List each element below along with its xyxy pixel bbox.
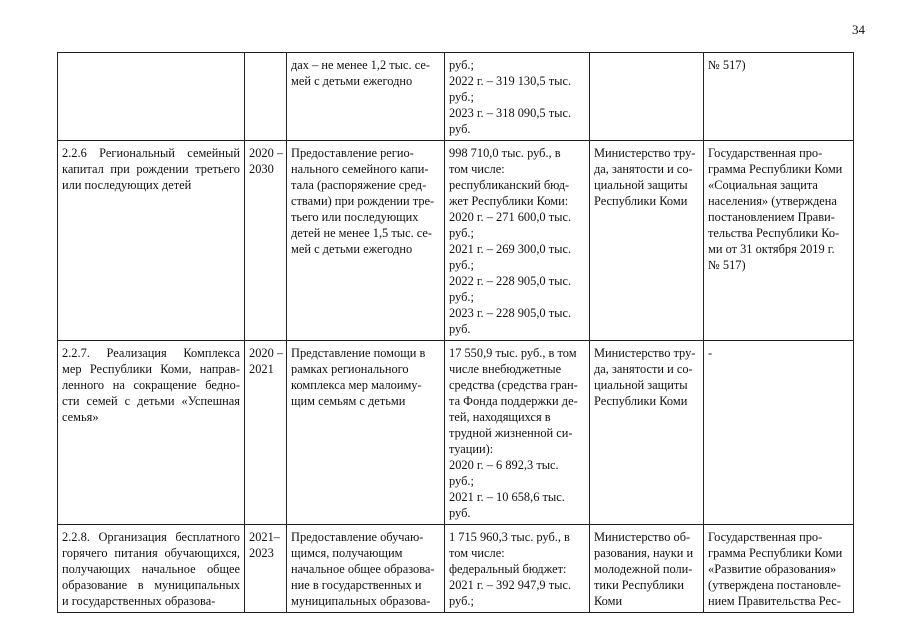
text-line: капитал при рождении третьего <box>62 162 240 176</box>
text-line: 2023 <box>249 546 274 560</box>
text-line: Государственная про- <box>708 530 823 544</box>
text-line: (утверждена постановле- <box>708 578 841 592</box>
text-line: тала (распоряжение сред- <box>291 178 427 192</box>
text-line: тики Республики <box>594 578 684 592</box>
text-line: муниципальных образова- <box>291 594 431 608</box>
text-line: населения» (утверждена <box>708 194 837 208</box>
text-line: 2020 – <box>249 146 284 160</box>
text-line: 998 710,0 тыс. руб., в <box>449 146 561 160</box>
measure-cell <box>58 525 245 613</box>
executor-cell <box>590 341 704 525</box>
text-line: мей с детьми ежегодно <box>291 242 413 256</box>
text-line: или последующих детей <box>62 178 192 192</box>
text-line: 17 550,9 тыс. руб., в том <box>449 346 577 360</box>
text-line: мей с детьми ежегодно <box>291 74 413 88</box>
text-line: - <box>708 346 713 360</box>
text-line: Предоставление регио- <box>291 146 414 160</box>
text-line: туации): <box>449 442 494 456</box>
text-line: 2020 г. – 271 600,0 тыс. <box>449 210 572 224</box>
text-line: грамма Республики Коми <box>708 162 843 176</box>
text-line: Министерство тру- <box>594 346 696 360</box>
text-line: 2021 <box>249 362 274 376</box>
text-line: 2021 г. – 269 300,0 тыс. <box>449 242 572 256</box>
text-line: тей, находящихся в <box>449 410 551 424</box>
text-line: мер Республики Коми, направ- <box>62 362 240 376</box>
text-line: том числе: <box>449 162 505 176</box>
period-cell <box>245 525 287 613</box>
text-line: «Развитие образования» <box>708 562 837 576</box>
measure-cell <box>58 53 245 141</box>
text-line: циальной защиты <box>594 378 688 392</box>
text-line: жет Республики Коми: <box>449 194 569 208</box>
content-cell <box>287 141 445 341</box>
text-line: том числе: <box>449 546 505 560</box>
text-line: грамма Республики Коми <box>708 546 843 560</box>
text-line: 1 715 960,3 тыс. руб., в <box>449 530 570 544</box>
text-line: Предоставление обучаю- <box>291 530 424 544</box>
content-cell <box>287 525 445 613</box>
text-line: средства (средства гран- <box>449 378 578 392</box>
text-line: руб. <box>449 122 471 136</box>
text-line: получающих начальное общее <box>62 562 240 576</box>
funding-cell <box>445 341 590 525</box>
text-line: Республики Коми <box>594 394 688 408</box>
content-cell <box>287 341 445 525</box>
funding-cell <box>445 53 590 141</box>
text-line: начальное общее образова- <box>291 562 435 576</box>
text-line: разования, науки и <box>594 546 694 560</box>
text-line: 2.2.8. Организация бесплатного <box>62 530 240 544</box>
basis-cell <box>704 53 854 141</box>
text-line: республиканский бюд- <box>449 178 570 192</box>
text-line: Республики Коми <box>594 194 688 208</box>
text-line: 2020 – <box>249 346 284 360</box>
text-line: тьего или последующих <box>291 210 419 224</box>
text-line: щимся, получающим <box>291 546 403 560</box>
text-line: федеральный бюджет: <box>449 562 567 576</box>
text-line: ствами) при рождении тре- <box>291 194 435 208</box>
text-line: Министерство тру- <box>594 146 696 160</box>
text-line: 2021 г. – 392 947,9 тыс. <box>449 578 572 592</box>
text-line: Государственная про- <box>708 146 823 160</box>
measures-table <box>57 52 854 613</box>
text-line: сти семей с детьми «Успешная <box>62 394 240 408</box>
text-line: щим семьям с детьми <box>291 394 406 408</box>
text-line: руб.; <box>449 474 474 488</box>
table-row <box>58 141 854 341</box>
text-line: 2021– <box>249 530 280 544</box>
basis-cell <box>704 141 854 341</box>
text-line: Коми <box>594 594 623 608</box>
text-line: 2020 г. – 6 892,3 тыс. <box>449 458 559 472</box>
basis-cell <box>704 525 854 613</box>
text-line: молодежной поли- <box>594 562 693 576</box>
content-cell <box>287 53 445 141</box>
text-line: нального семейного капи- <box>291 162 429 176</box>
measure-cell <box>58 141 245 341</box>
table-row <box>58 341 854 525</box>
text-line: та Фонда поддержки де- <box>449 394 578 408</box>
text-line: 2.2.6 Региональный семейный <box>62 146 240 160</box>
text-line: комплекса мер малоиму- <box>291 378 422 392</box>
text-line: ми от 31 октября 2019 г. <box>708 242 835 256</box>
text-line: № 517) <box>708 58 746 72</box>
text-line: Министерство об- <box>594 530 691 544</box>
text-line: образование в муниципальных <box>62 578 240 592</box>
text-line: 2022 г. – 228 905,0 тыс. <box>449 274 572 288</box>
text-line: рамках регионального <box>291 362 409 376</box>
text-line: трудной жизненной си- <box>449 426 573 440</box>
text-line: 2021 г. – 10 658,6 тыс. <box>449 490 565 504</box>
text-line: руб.; <box>449 258 474 272</box>
measure-cell <box>58 341 245 525</box>
text-line: детей не менее 1,5 тыс. се- <box>291 226 433 240</box>
period-cell <box>245 341 287 525</box>
text-line: 2022 г. – 319 130,5 тыс. <box>449 74 572 88</box>
table-row <box>58 53 854 141</box>
text-line: 2030 <box>249 162 274 176</box>
text-line: ленного на сокращение бедно- <box>62 378 240 392</box>
text-line: семья» <box>62 410 99 424</box>
text-line: руб. <box>449 506 471 520</box>
period-cell <box>245 53 287 141</box>
text-line: числе внебюджетные <box>449 362 562 376</box>
text-line: и государственных образова- <box>62 594 216 608</box>
text-line: Представление помощи в <box>291 346 426 360</box>
text-line: 2023 г. – 228 905,0 тыс. <box>449 306 572 320</box>
text-line: циальной защиты <box>594 178 688 192</box>
text-line: № 517) <box>708 258 746 272</box>
table-row <box>58 525 854 613</box>
text-line: руб.; <box>449 594 474 608</box>
funding-cell <box>445 525 590 613</box>
text-line: «Социальная защита <box>708 178 818 192</box>
text-line: нием Правительства Рес- <box>708 594 841 608</box>
text-line: да, занятости и со- <box>594 162 693 176</box>
basis-cell <box>704 341 854 525</box>
text-line: руб.; <box>449 290 474 304</box>
text-line: руб. <box>449 322 471 336</box>
page-number: 34 <box>852 22 865 37</box>
executor-cell <box>590 141 704 341</box>
text-line: руб.; <box>449 58 474 72</box>
executor-cell <box>590 53 704 141</box>
text-line: ние в государственных и <box>291 578 422 592</box>
text-line: 2023 г. – 318 090,5 тыс. <box>449 106 572 120</box>
text-line: дах – не менее 1,2 тыс. се- <box>291 58 430 72</box>
text-line: 2.2.7. Реализация Комплекса <box>62 346 240 360</box>
text-line: тельства Республики Ко- <box>708 226 840 240</box>
period-cell <box>245 141 287 341</box>
text-line: руб.; <box>449 90 474 104</box>
text-line: да, занятости и со- <box>594 362 693 376</box>
text-line: постановлением Прави- <box>708 210 835 224</box>
text-line: горячего питания обучающихся, <box>62 546 240 560</box>
text-line: руб.; <box>449 226 474 240</box>
executor-cell <box>590 525 704 613</box>
funding-cell <box>445 141 590 341</box>
